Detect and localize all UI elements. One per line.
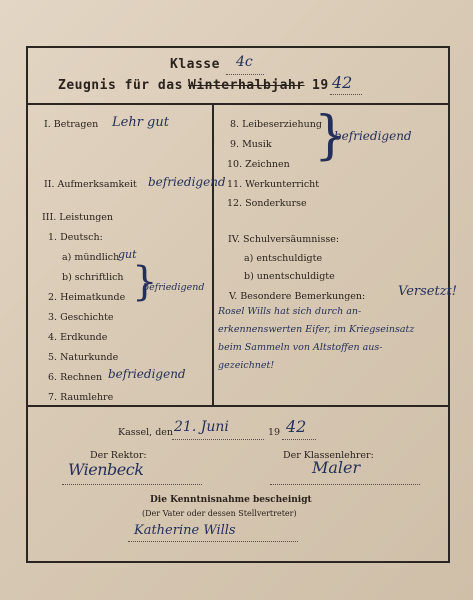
klassenlehrer-label: Der Klassenlehrer: bbox=[283, 450, 374, 461]
betragen-label: I. Betragen bbox=[44, 119, 99, 130]
year-printed: 19 bbox=[312, 78, 329, 93]
parent-underline bbox=[128, 541, 298, 542]
raumlehre-label: 7. Raumlehre bbox=[48, 392, 114, 403]
rektor-label: Der Rektor: bbox=[90, 450, 147, 461]
rektor-underline bbox=[62, 484, 202, 485]
betragen-value: Lehr gut bbox=[112, 115, 169, 130]
year-handwritten: 42 bbox=[332, 73, 353, 92]
schriftlich-label: b) schriftlich bbox=[62, 272, 124, 283]
bemerkungen-label: V. Besondere Bemerkungen: bbox=[229, 291, 366, 302]
term-label: Winterhalbjahr bbox=[188, 78, 305, 93]
zeichnen-label: 10. Zeichnen bbox=[227, 159, 290, 170]
heimatkunde-label: 2. Heimatkunde bbox=[48, 292, 126, 303]
klasse-label: Klasse bbox=[170, 57, 220, 72]
date-day: 21. Juni bbox=[174, 419, 229, 435]
muendlich-value: gut bbox=[118, 248, 137, 261]
rektor-signature: Wienbeck bbox=[68, 460, 144, 479]
bemerkungen-line-3: beim Sammeln von Altstoffen aus- bbox=[218, 342, 383, 353]
notice-line-2: (Der Vater oder dessen Stellvertreter) bbox=[142, 509, 297, 518]
parent-signature: Katherine Wills bbox=[134, 523, 236, 538]
bemerkungen-line-1: Rosel Wills hat sich durch an- bbox=[218, 306, 362, 317]
date-underline bbox=[172, 439, 264, 440]
naturkunde-label: 5. Naturkunde bbox=[48, 352, 119, 363]
erdkunde-label: 4. Erdkunde bbox=[48, 332, 108, 343]
title-prefix: Zeugnis für das bbox=[58, 78, 183, 93]
left-grade-brace: } bbox=[132, 259, 158, 305]
right-group-value: befriedigend bbox=[334, 129, 412, 143]
klassenlehrer-signature: Maler bbox=[312, 458, 361, 477]
aufmerksamkeit-value: befriedigend bbox=[148, 175, 226, 189]
footer-year-underline bbox=[282, 439, 316, 440]
rechnen-label: 6. Rechnen bbox=[48, 372, 103, 383]
footer-year-printed: 19 bbox=[268, 427, 281, 438]
notice-line-1: Die Kenntnisnahme bescheinigt bbox=[150, 495, 312, 505]
versaeumnisse-label: IV. Schulversäumnisse: bbox=[228, 234, 340, 245]
deutsch-label: 1. Deutsch: bbox=[48, 232, 103, 243]
klasse-underline bbox=[226, 74, 264, 75]
klassenlehrer-underline bbox=[270, 484, 420, 485]
right-grade-brace: } bbox=[314, 106, 348, 166]
geschichte-label: 3. Geschichte bbox=[48, 312, 114, 323]
header-divider bbox=[26, 103, 448, 105]
bemerkungen-head: Versetzt! bbox=[398, 284, 457, 299]
musik-label: 9. Musik bbox=[230, 139, 272, 150]
entschuldigte-label: a) entschuldigte bbox=[244, 253, 323, 264]
bemerkungen-line-2: erkennenswerten Eifer, im Kriegseinsatz bbox=[218, 324, 415, 335]
rechnen-value: befriedigend bbox=[108, 367, 186, 381]
sonderkurse-label: 12. Sonderkurse bbox=[227, 198, 307, 209]
footer-year-handwritten: 42 bbox=[286, 417, 307, 436]
aufmerksamkeit-label: II. Aufmerksamkeit bbox=[44, 179, 137, 190]
klasse-value: 4c bbox=[236, 54, 253, 70]
place-label: Kassel, den bbox=[118, 427, 174, 438]
leibeserziehung-label: 8. Leibeserziehung bbox=[230, 119, 322, 130]
unentschuldigte-label: b) unentschuldigte bbox=[244, 271, 335, 282]
leistungen-label: III. Leistungen bbox=[42, 212, 114, 223]
werkunterricht-label: 11. Werkunterricht bbox=[227, 179, 320, 190]
column-divider bbox=[212, 103, 214, 405]
footer-divider bbox=[26, 405, 448, 407]
bemerkungen-line-4: gezeichnet! bbox=[218, 360, 275, 371]
year-underline bbox=[330, 94, 362, 95]
muendlich-label: a) mündlich bbox=[62, 252, 120, 263]
left-group-value: befriedigend bbox=[143, 282, 205, 293]
